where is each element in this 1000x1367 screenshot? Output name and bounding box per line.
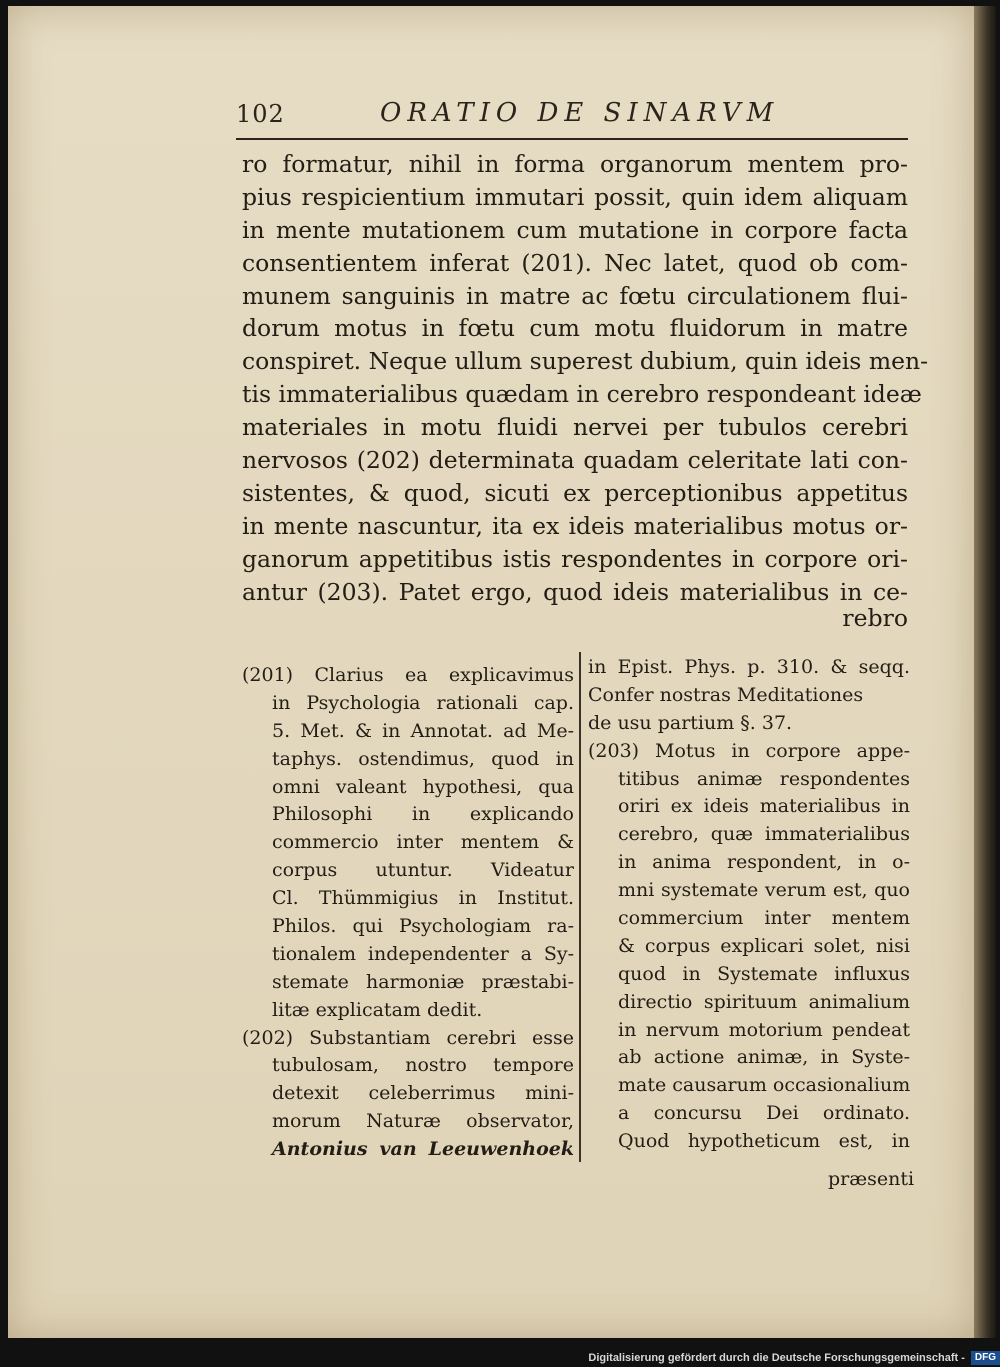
catchword: rebro bbox=[842, 604, 908, 632]
text-line: in mente nascuntur, ita ex ideis materialibus motus or- bbox=[242, 511, 908, 540]
footnote-line: stemate harmoniæ præstabi- bbox=[272, 970, 574, 993]
footnote-line: in Epist. Phys. p. 310. & seqq. bbox=[588, 656, 910, 678]
running-head bbox=[236, 98, 908, 134]
footnote-line: Confer nostras Meditationes bbox=[588, 683, 864, 706]
text-line: in mente mutationem cum mutatione in corpore facta bbox=[242, 215, 908, 244]
text-line: materiales in motu fluidi nervei per tubulos cerebri bbox=[242, 413, 908, 442]
funding-credit: Digitalisierung gefördert durch die Deutsche Forschungsgemeinschaft - bbox=[588, 1352, 965, 1364]
footnote-line: (201) Clarius ea explicavimus bbox=[242, 664, 574, 686]
footnote-line: & corpus explicari solet, nisi bbox=[618, 934, 910, 957]
footnote-line: taphys. ostendimus, quod in bbox=[272, 747, 574, 770]
footnote-line: 5. Met. & in Annotat. ad Me- bbox=[272, 719, 574, 742]
footnotes-left-column bbox=[242, 662, 574, 1164]
header-rule bbox=[236, 138, 908, 140]
footnote-line: Quod hypotheticum est, in bbox=[618, 1130, 910, 1153]
text-line: conspiret. Neque ullum superest dubium, quin ideis men- bbox=[242, 347, 929, 376]
footnote-line: tubulosam, nostro tempore bbox=[272, 1054, 574, 1077]
text-line: dorum motus in fœtu cum motu fluidorum in matre bbox=[242, 314, 908, 343]
footnote-line: in nervum motorium pendeat bbox=[618, 1018, 910, 1041]
text-line: munem sanguinis in matre ac fœtu circulationem flui- bbox=[242, 281, 908, 310]
footnote-line: titibus animæ respondentes bbox=[618, 767, 910, 790]
footnotes-right-column bbox=[588, 654, 910, 1156]
footnote-line: morum Naturæ observator, bbox=[272, 1110, 574, 1133]
footnote-line: litæ explicatam dedit. bbox=[272, 998, 483, 1021]
footnote-line: commercio inter mentem & bbox=[272, 831, 574, 854]
text-line: antur (203). Patet ergo, quod ideis materialibus in ce- bbox=[242, 577, 908, 606]
digitization-footer bbox=[588, 1349, 1000, 1367]
footnote-catchword: præsenti bbox=[828, 1168, 915, 1190]
footnote-line: (203) Motus in corpore appe- bbox=[588, 739, 910, 762]
footnote-line: commercium inter mentem bbox=[618, 907, 910, 930]
footnote-line: de usu partium §. 37. bbox=[588, 711, 793, 734]
main-text-block bbox=[242, 148, 929, 608]
text-line: ganorum appetitibus istis respondentes in corpore ori- bbox=[242, 544, 908, 573]
footnote-line: in Psychologia rationali cap. bbox=[272, 691, 574, 714]
footnote-line: mate causarum occasionalium bbox=[618, 1074, 911, 1097]
dfg-logo: DFG bbox=[971, 1351, 1000, 1365]
footnote-line: omni valeant hypothesi, qua bbox=[272, 775, 574, 798]
footnote-line: detexit celeberrimus mini- bbox=[272, 1082, 574, 1105]
footnote-line: tionalem independenter a Sy- bbox=[272, 942, 574, 965]
text-line: consentientem inferat (201). Nec latet, quod ob com- bbox=[242, 248, 908, 277]
running-title: ORATIO DE SINARVM bbox=[380, 98, 780, 128]
footnote-line: mni systemate verum est, quo bbox=[618, 879, 910, 902]
footnote-line: Philos. qui Psychologiam ra- bbox=[272, 915, 574, 938]
page-number: 102 bbox=[236, 100, 285, 128]
footnote-line: oriri ex ideis materialibus in bbox=[618, 795, 910, 818]
text-line: ro formatur, nihil in forma organorum mentem pro- bbox=[242, 150, 908, 178]
footnote-line: in anima respondent, in o- bbox=[618, 851, 910, 874]
text-line: sistentes, & quod, sicuti ex perceptionibus appetitus bbox=[242, 478, 908, 507]
footnote-line: (202) Substantiam cerebri esse bbox=[242, 1026, 574, 1049]
column-divider bbox=[579, 652, 581, 1162]
footnote-line: Cl. Thümmigius in Institut. bbox=[272, 887, 574, 910]
footnote-line: corpus utuntur. Videatur bbox=[272, 859, 574, 882]
footnote-line: a concursu Dei ordinato. bbox=[618, 1102, 910, 1125]
page-edge bbox=[974, 6, 996, 1338]
footnote-line: directio spirituum animalium bbox=[618, 990, 910, 1013]
text-line: nervosos (202) determinata quadam celeritate lati con- bbox=[242, 446, 908, 475]
footnote-line: Philosophi in explicando bbox=[272, 803, 574, 826]
footnote-line: cerebro, quæ immaterialibus bbox=[618, 823, 910, 846]
footnote-line: Antonius van Leeuwenhoek bbox=[272, 1138, 574, 1161]
text-line: pius respicientium immutari possit, quin idem aliquam bbox=[242, 182, 908, 211]
footnote-line: ab actione animæ, in Syste- bbox=[618, 1046, 910, 1069]
footnote-line: quod in Systemate influxus bbox=[618, 962, 910, 985]
text-line: tis immaterialibus quædam in cerebro respondeant ideæ bbox=[242, 380, 922, 409]
